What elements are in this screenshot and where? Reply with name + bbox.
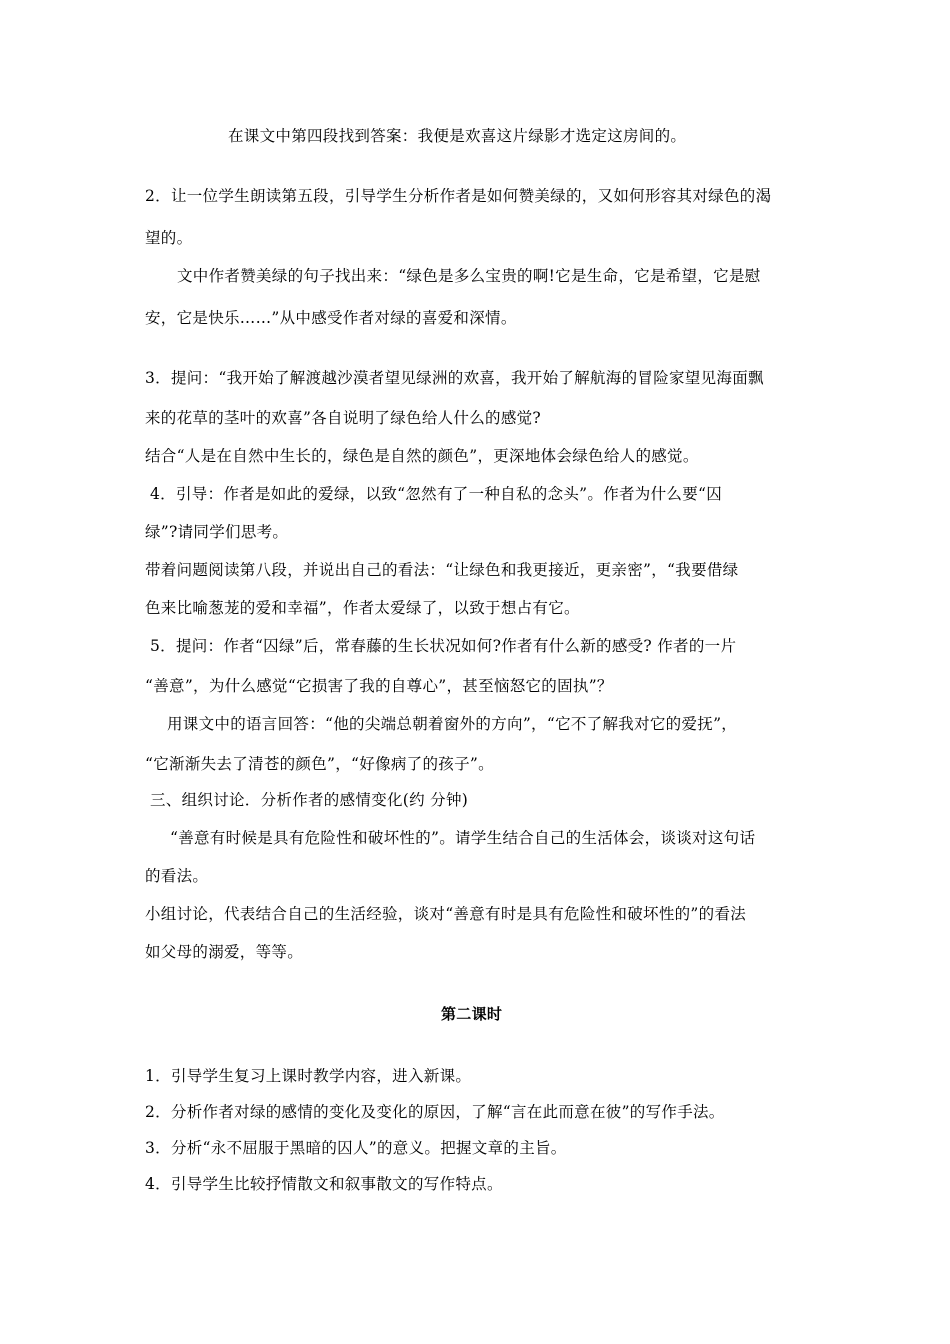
text-line: 的看法。 [145, 867, 209, 885]
text-line: 带着问题阅读第八段，并说出自己的看法：“让绿色和我更接近，更亲密”，“我要借绿 [145, 561, 739, 579]
text-line: 文中作者赞美绿的句子找出来：“绿色是多么宝贵的啊!它是生命，它是希望，它是慰 [177, 267, 761, 285]
text-line: 结合“人是在自然中生长的，绿色是自然的颜色”，更深地体会绿色给人的感觉。 [145, 447, 699, 465]
text-line: “善意”，为什么感觉“它损害了我的自尊心”，甚至恼怒它的固执”？ [145, 677, 613, 695]
list-item: 1．引导学生复习上课时教学内容，进入新课。 [145, 1067, 472, 1085]
text-line: 小组讨论，代表结合自己的生活经验，谈对“善意有时是具有危险性和破坏性的”的看法 [145, 905, 747, 923]
text-line: 4．引导：作者是如此的爱绿，以致“忽然有了一种自私的念头”。作者为什么要“囚 [150, 485, 723, 503]
list-item: 3．分析“永不屈服于黑暗的囚人”的意义。把握文章的主旨。 [145, 1139, 567, 1157]
text-line: “它渐渐失去了清苍的颜色”，“好像病了的孩子”。 [145, 755, 494, 773]
text-line: 5．提问：作者“囚绿”后，常春藤的生长状况如何?作者有什么新的感受? 作者的一片 [150, 637, 737, 655]
list-item: 4．引导学生比较抒情散文和叙事散文的写作特点。 [145, 1175, 503, 1193]
text-line: 来的花草的茎叶的欢喜”各自说明了绿色给人什么的感觉? [145, 409, 542, 427]
text-line: 用课文中的语言回答：“他的尖端总朝着窗外的方向”，“它不了解我对它的爱抚”， [167, 715, 738, 733]
text-line: 2．让一位学生朗读第五段，引导学生分析作者是如何赞美绿的，又如何形容其对绿色的渴 [145, 187, 772, 205]
text-line: 3．提问：“我开始了解渡越沙漠者望见绿洲的欢喜，我开始了解航海的冒险家望见海面飘 [145, 369, 764, 387]
text-line: “善意有时候是具有危险性和破坏性的”。请学生结合自己的生活体会，谈谈对这句话 [170, 829, 756, 847]
text-line: 在课文中第四段找到答案：我便是欢喜这片绿影才选定这房间的。 [228, 127, 687, 145]
text-line: 安，它是快乐……”从中感受作者对绿的喜爱和深情。 [145, 309, 517, 327]
section-heading: 第二课时 [441, 1005, 503, 1023]
text-line: 望的。 [145, 229, 193, 247]
text-line: 如父母的溺爱，等等。 [145, 943, 304, 961]
text-line: 绿”?请同学们思考。 [145, 523, 289, 541]
list-item: 2．分析作者对绿的感情的变化及变化的原因，了解“言在此而意在彼”的写作手法。 [145, 1103, 725, 1121]
text-line: 三、组织讨论．分析作者的感情变化(约 分钟) [150, 791, 469, 809]
text-line: 色来比喻葱茏的爱和幸福”，作者太爱绿了，以致于想占有它。 [145, 599, 580, 617]
